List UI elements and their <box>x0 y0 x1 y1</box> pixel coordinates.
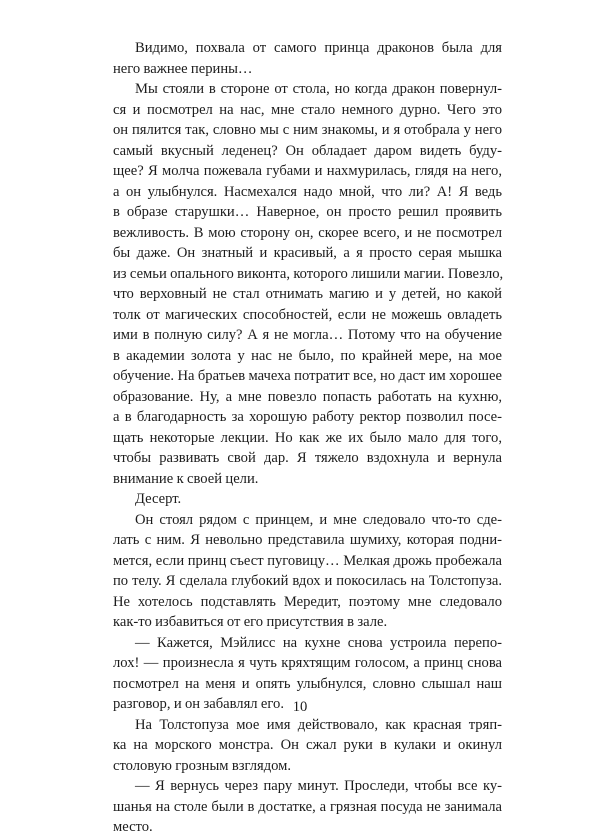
text-line: а в благодарность за хорошую работу ректор позволил посе- <box>113 409 502 425</box>
text-line: по телу. Я сделала глубокий вдох и покосилась на Толстопуза. <box>113 573 502 589</box>
text-line: разговор, и он забавлял его. <box>113 696 284 712</box>
text-line: Видимо, похвала от самого принца драконов была для <box>135 40 502 56</box>
text-line: а он улыбнулся. Насмехался надо мной, что ли? А! Я ведь <box>113 183 502 200</box>
page-number: 10 <box>292 699 308 715</box>
text-line: вежливость. В мою сторону он, скорее всего, и не посмотрел <box>113 224 502 241</box>
text-line: На Толстопуза мое имя действовало, как красная тряп- <box>135 716 502 733</box>
text-line: обучение. На братьев мачеха потратит все, но даст им хорошее <box>113 368 502 384</box>
text-line: Не хотелось подставлять Мередит, поэтому мне следовало <box>113 593 502 610</box>
text-line: ка на морского монстра. Он сжал руки в кулаки и окинул <box>113 737 502 753</box>
text-line: что верховный не стал отнимать магию и у детей, но какой <box>113 286 502 302</box>
text-line: шанья на столе были в достатке, а грязная посуда не занимала <box>113 798 502 815</box>
text-line: Десерт. <box>135 491 182 507</box>
text-line: щать некоторые лекции. Но как же их было мало для того, <box>113 429 502 446</box>
text-line: — Я вернусь через пару минут. Проследи, чтобы все ку- <box>135 778 502 794</box>
page-body <box>113 38 502 838</box>
text-line: лать с ним. Я невольно представила шумиху, которая подни- <box>113 532 502 548</box>
text-line: него важнее перины… <box>113 60 253 77</box>
text-line: как-то избавиться от его присутствия в зале. <box>113 614 388 630</box>
text-line: в академии золота у нас не было, по крайней мере, на мое <box>113 347 502 364</box>
text-line: ими в полную силу? А я не могла… Потому что на обучение <box>113 327 502 343</box>
text-line: Мы стояли в стороне от стола, но когда дракон повернул- <box>135 81 502 97</box>
text-line: столовую грозным взглядом. <box>113 757 292 774</box>
text-line: из семьи опального виконта, которого лишили магии. Повезло, <box>113 265 504 282</box>
text-line: Он стоял рядом с принцем, и мне следовало что-то сде- <box>135 511 502 528</box>
paragraph <box>113 38 502 79</box>
paragraph <box>113 776 502 838</box>
text-line: толк от магических способностей, если не можешь овладеть <box>113 306 502 323</box>
paragraph <box>113 79 502 489</box>
text-line: щее? Я молча пожевала губами и нахмурилась, глядя на него, <box>113 163 502 179</box>
text-line: он пялится так, словно мы с ним знакомы, и я отобрала у него <box>113 122 502 138</box>
text-line: лох! — произнесла я чуть кряхтящим голосом, а принц снова <box>113 655 502 671</box>
paragraph <box>113 489 502 510</box>
text-line: ся и посмотрел на нас, мне стало немного дурно. Чего это <box>113 101 502 118</box>
paragraph <box>113 715 502 777</box>
text-line: мется, если принц съест пуговицу… Мелкая дрожь пробежала <box>113 552 502 569</box>
text-line: в образе старушки… Наверное, он просто решил проявить <box>113 204 502 220</box>
paragraph <box>113 510 502 633</box>
text-line: — Кажется, Мэйлисс на кухне снова устроила перепо- <box>135 634 502 651</box>
text-line: внимание к своей цели. <box>113 470 259 487</box>
text-line: образование. Ну, а мне повезло попасть работать на кухню, <box>113 388 502 405</box>
text-line: чтобы развивать свой дар. Я тяжело вздохнула и вернула <box>113 450 502 466</box>
text-line: место. <box>113 819 153 835</box>
text-line: самый вкусный леденец? Он обладает даром видеть буду- <box>113 142 502 159</box>
text-line: посмотрел на меня и опять улыбнулся, словно слышал наш <box>113 675 502 692</box>
text-line: бы даже. Он знатный и красивый, а я просто серая мышка <box>113 245 502 261</box>
